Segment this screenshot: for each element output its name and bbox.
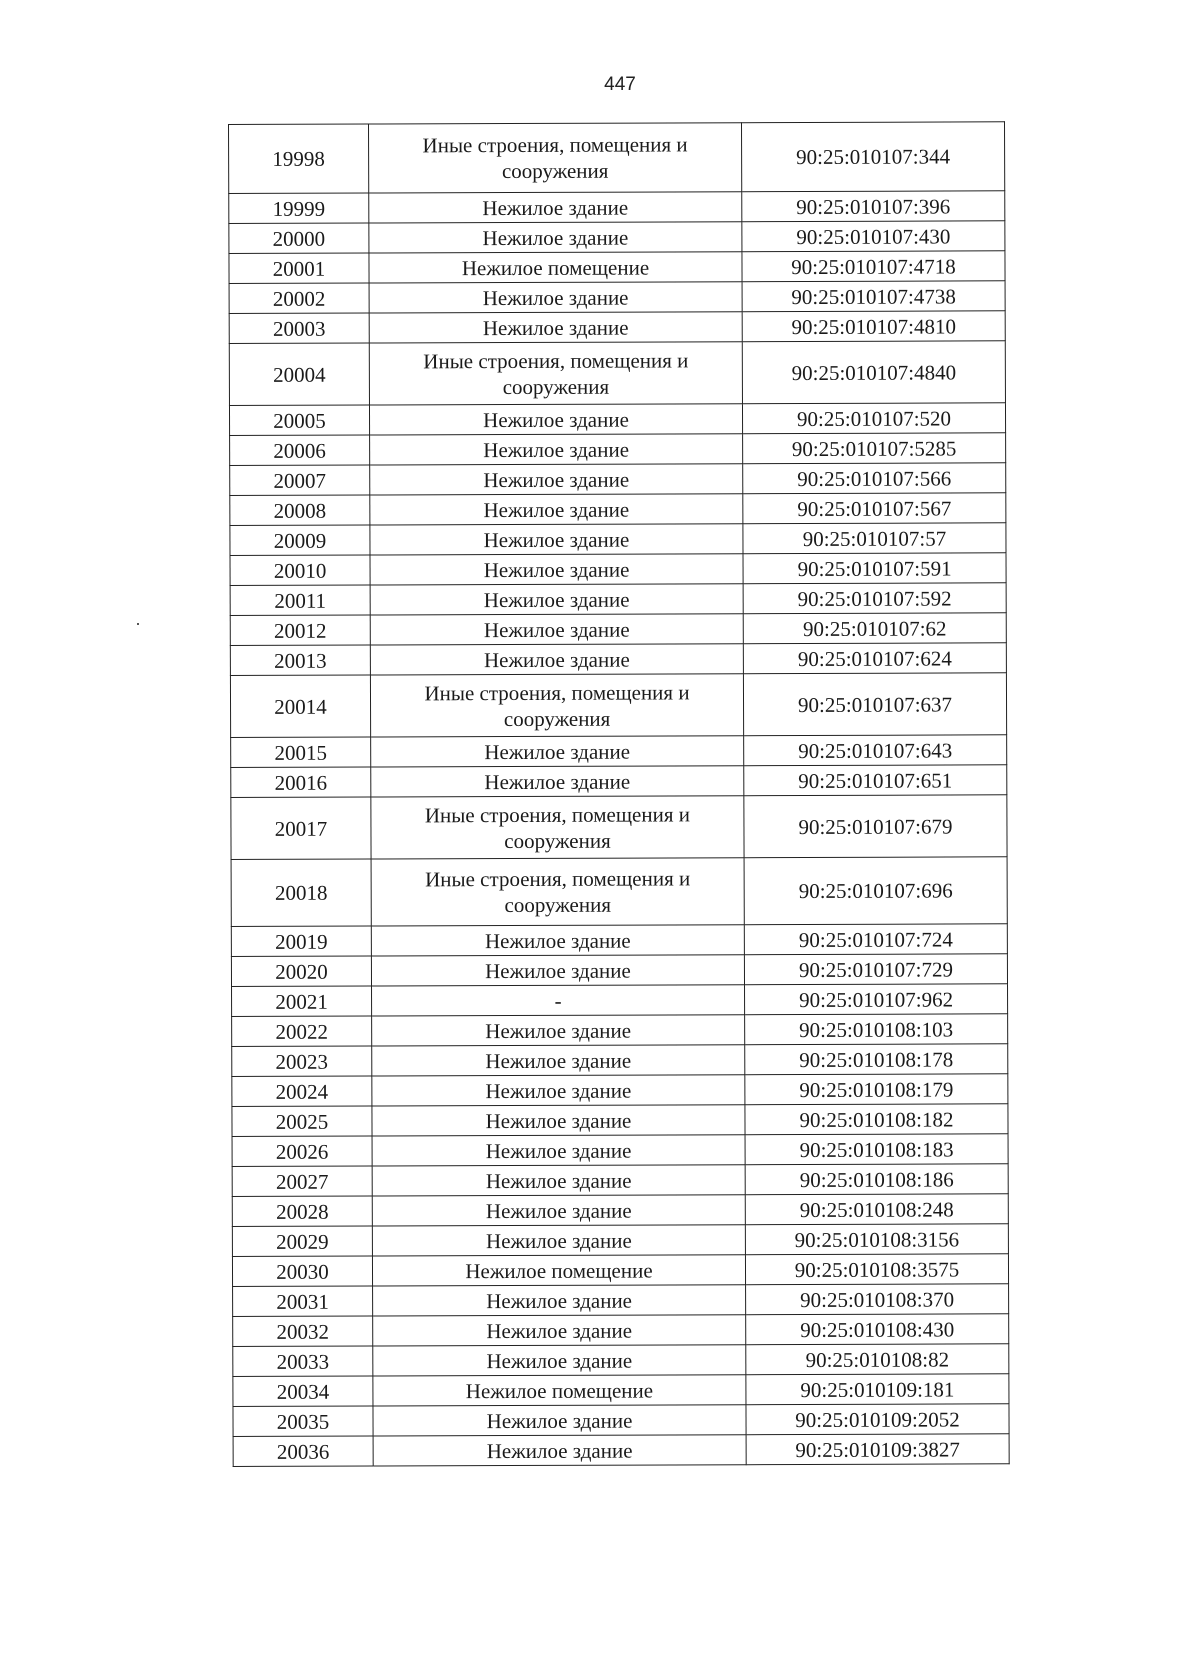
- row-number-cell: 20024: [232, 1076, 372, 1106]
- table-row: [231, 857, 1007, 927]
- cadastral-number-cell: 90:25:010109:2052: [746, 1404, 1009, 1435]
- row-number-cell: 20018: [231, 859, 371, 926]
- row-number-cell: 20028: [232, 1196, 372, 1226]
- row-number-cell: 20025: [232, 1106, 372, 1136]
- table-row: [232, 1074, 1008, 1107]
- table-row: [229, 281, 1005, 314]
- object-type-cell: Иные строения, помещения и сооружения: [369, 123, 742, 193]
- object-type-cell: Нежилое здание: [371, 925, 744, 956]
- table-row: [231, 765, 1007, 798]
- object-type-cell: Нежилое здание: [372, 1135, 745, 1166]
- row-number-cell: 20004: [229, 343, 369, 405]
- row-number-cell: 20001: [229, 253, 369, 283]
- property-register-table: [228, 121, 1010, 1467]
- row-number-cell: 20012: [230, 615, 370, 645]
- table-row: [232, 1164, 1008, 1197]
- cadastral-number-cell: 90:25:010109:181: [746, 1374, 1009, 1405]
- cadastral-number-cell: 90:25:010107:566: [743, 463, 1006, 494]
- object-type-cell: Нежилое здание: [372, 1225, 745, 1256]
- table-row: [231, 795, 1007, 860]
- object-type-cell: Нежилое здание: [370, 434, 743, 465]
- table-row: [233, 1344, 1009, 1377]
- cadastral-number-cell: 90:25:010107:344: [741, 122, 1004, 192]
- row-number-cell: 19999: [229, 193, 369, 223]
- cadastral-number-cell: 90:25:010107:4840: [742, 341, 1005, 404]
- object-type-cell: Нежилое здание: [370, 524, 743, 555]
- cadastral-number-cell: 90:25:010107:696: [744, 857, 1007, 925]
- table-row: [229, 311, 1005, 344]
- table-row: [233, 1434, 1009, 1467]
- cadastral-number-cell: 90:25:010107:624: [743, 643, 1006, 674]
- cadastral-number-cell: 90:25:010107:567: [743, 493, 1006, 524]
- row-number-cell: 20026: [232, 1136, 372, 1166]
- table-row: [233, 1284, 1009, 1317]
- cadastral-number-cell: 90:25:010108:3575: [745, 1254, 1008, 1285]
- row-number-cell: 20027: [232, 1166, 372, 1196]
- table-row: [231, 735, 1007, 768]
- row-number-cell: 20031: [233, 1286, 373, 1316]
- row-number-cell: 20015: [231, 737, 371, 767]
- row-number-cell: 20010: [230, 555, 370, 585]
- object-type-cell: Нежилое здание: [372, 1165, 745, 1196]
- cadastral-number-cell: 90:25:010107:520: [742, 403, 1005, 434]
- cadastral-number-cell: 90:25:010108:248: [745, 1194, 1008, 1225]
- object-type-cell: Нежилое здание: [369, 192, 742, 223]
- object-type-cell: Нежилое здание: [369, 282, 742, 313]
- cadastral-number-cell: 90:25:010107:4810: [742, 311, 1005, 342]
- object-type-cell: Нежилое здание: [373, 1345, 746, 1376]
- object-type-cell: Иные строения, помещения и сооружения: [370, 674, 743, 737]
- table-row: [230, 643, 1006, 676]
- object-type-cell: Нежилое здание: [372, 1195, 745, 1226]
- row-number-cell: 20019: [231, 926, 371, 956]
- table-row: [232, 1194, 1008, 1227]
- table-row: [229, 341, 1005, 406]
- cadastral-number-cell: 90:25:010107:591: [743, 553, 1006, 584]
- row-number-cell: 20033: [233, 1346, 373, 1376]
- row-number-cell: 20008: [230, 495, 370, 525]
- object-type-cell: Нежилое здание: [373, 1405, 746, 1436]
- row-number-cell: 20016: [231, 767, 371, 797]
- object-type-cell: Нежилое здание: [372, 1045, 745, 1076]
- object-type-cell: Нежилое здание: [369, 404, 742, 435]
- table-row: [230, 433, 1006, 466]
- object-type-cell: Иные строения, помещения и сооружения: [371, 858, 744, 926]
- cadastral-number-cell: 90:25:010107:4718: [742, 251, 1005, 282]
- table-row: [229, 251, 1005, 284]
- object-type-cell: Нежилое здание: [372, 1075, 745, 1106]
- object-type-cell: Нежилое здание: [373, 1315, 746, 1346]
- cadastral-number-cell: 90:25:010108:186: [745, 1164, 1008, 1195]
- table-row: [232, 984, 1008, 1017]
- cadastral-number-cell: 90:25:010107:430: [742, 221, 1005, 252]
- scan-speck: [137, 623, 139, 625]
- cadastral-number-cell: 90:25:010107:5285: [743, 433, 1006, 464]
- cadastral-number-cell: 90:25:010108:183: [745, 1134, 1008, 1165]
- cadastral-number-cell: 90:25:010108:370: [746, 1284, 1009, 1315]
- object-type-cell: Нежилое помещение: [372, 1255, 745, 1286]
- table-row: [229, 221, 1005, 254]
- table-row: [230, 583, 1006, 616]
- object-type-cell: Нежилое здание: [370, 584, 743, 615]
- row-number-cell: 20030: [232, 1256, 372, 1286]
- row-number-cell: 20002: [229, 283, 369, 313]
- object-type-cell: Нежилое здание: [370, 464, 743, 495]
- row-number-cell: 20022: [232, 1016, 372, 1046]
- object-type-cell: Нежилое здание: [372, 1105, 745, 1136]
- table-row: [229, 403, 1005, 436]
- row-number-cell: 20005: [229, 405, 369, 435]
- cadastral-number-cell: 90:25:010107:724: [744, 924, 1007, 955]
- object-type-cell: Иные строения, помещения и сооружения: [371, 796, 744, 859]
- cadastral-number-cell: 90:25:010107:396: [742, 191, 1005, 222]
- row-number-cell: 20009: [230, 525, 370, 555]
- table-row: [232, 1134, 1008, 1167]
- cadastral-number-cell: 90:25:010107:4738: [742, 281, 1005, 312]
- table-row: [232, 1224, 1008, 1257]
- cadastral-number-cell: 90:25:010107:651: [744, 765, 1007, 796]
- table-row: [229, 122, 1005, 194]
- cadastral-number-cell: 90:25:010109:3827: [746, 1434, 1009, 1465]
- table-row: [232, 1014, 1008, 1047]
- object-type-cell: Нежилое здание: [373, 1285, 746, 1316]
- cadastral-number-cell: 90:25:010108:182: [745, 1104, 1008, 1135]
- cadastral-number-cell: 90:25:010108:103: [745, 1014, 1008, 1045]
- object-type-cell: Нежилое здание: [370, 554, 743, 585]
- cadastral-number-cell: 90:25:010107:592: [743, 583, 1006, 614]
- cadastral-number-cell: 90:25:010107:57: [743, 523, 1006, 554]
- cadastral-number-cell: 90:25:010108:82: [746, 1344, 1009, 1375]
- table-row: [230, 493, 1006, 526]
- row-number-cell: 19998: [229, 124, 369, 193]
- object-type-cell: Нежилое здание: [371, 766, 744, 797]
- object-type-cell: Нежилое здание: [369, 222, 742, 253]
- row-number-cell: 20032: [233, 1316, 373, 1346]
- object-type-cell: -: [372, 985, 745, 1016]
- object-type-cell: Нежилое помещение: [369, 252, 742, 283]
- object-type-cell: Нежилое здание: [369, 312, 742, 343]
- object-type-cell: Нежилое здание: [370, 614, 743, 645]
- row-number-cell: 20014: [230, 675, 370, 737]
- table-row: [233, 1314, 1009, 1347]
- cadastral-number-cell: 90:25:010107:643: [744, 735, 1007, 766]
- cadastral-number-cell: 90:25:010108:179: [745, 1074, 1008, 1105]
- row-number-cell: 20000: [229, 223, 369, 253]
- table-row: [230, 523, 1006, 556]
- table-row: [230, 613, 1006, 646]
- object-type-cell: Нежилое помещение: [373, 1375, 746, 1406]
- page-number: 447: [604, 74, 636, 95]
- object-type-cell: Нежилое здание: [370, 494, 743, 525]
- row-number-cell: 20006: [230, 435, 370, 465]
- cadastral-number-cell: 90:25:010108:178: [745, 1044, 1008, 1075]
- cadastral-number-cell: 90:25:010108:430: [746, 1314, 1009, 1345]
- row-number-cell: 20020: [231, 956, 371, 986]
- cadastral-number-cell: 90:25:010107:729: [744, 954, 1007, 985]
- row-number-cell: 20021: [232, 986, 372, 1016]
- table-row: [230, 673, 1006, 738]
- row-number-cell: 20023: [232, 1046, 372, 1076]
- table-body: [229, 122, 1010, 1467]
- row-number-cell: 20011: [230, 585, 370, 615]
- table-row: [233, 1404, 1009, 1437]
- table-row: [232, 1104, 1008, 1137]
- table-row: [231, 954, 1007, 987]
- cadastral-number-cell: 90:25:010107:962: [745, 984, 1008, 1015]
- row-number-cell: 20029: [232, 1226, 372, 1256]
- table-row: [230, 553, 1006, 586]
- object-type-cell: Иные строения, помещения и сооружения: [369, 342, 742, 405]
- cadastral-number-cell: 90:25:010107:637: [743, 673, 1006, 736]
- object-type-cell: Нежилое здание: [372, 1015, 745, 1046]
- cadastral-number-cell: 90:25:010107:679: [744, 795, 1007, 858]
- object-type-cell: Нежилое здание: [371, 736, 744, 767]
- row-number-cell: 20034: [233, 1376, 373, 1406]
- table-row: [232, 1044, 1008, 1077]
- object-type-cell: Нежилое здание: [371, 955, 744, 986]
- row-number-cell: 20017: [231, 797, 371, 859]
- table-row: [232, 1254, 1008, 1287]
- table-row: [230, 463, 1006, 496]
- row-number-cell: 20013: [230, 645, 370, 675]
- object-type-cell: Нежилое здание: [370, 644, 743, 675]
- cadastral-number-cell: 90:25:010108:3156: [745, 1224, 1008, 1255]
- table-row: [229, 191, 1005, 224]
- row-number-cell: 20003: [229, 313, 369, 343]
- table-row: [233, 1374, 1009, 1407]
- object-type-cell: Нежилое здание: [373, 1435, 746, 1466]
- row-number-cell: 20035: [233, 1406, 373, 1436]
- row-number-cell: 20036: [233, 1436, 373, 1466]
- cadastral-number-cell: 90:25:010107:62: [743, 613, 1006, 644]
- row-number-cell: 20007: [230, 465, 370, 495]
- table-row: [231, 924, 1007, 957]
